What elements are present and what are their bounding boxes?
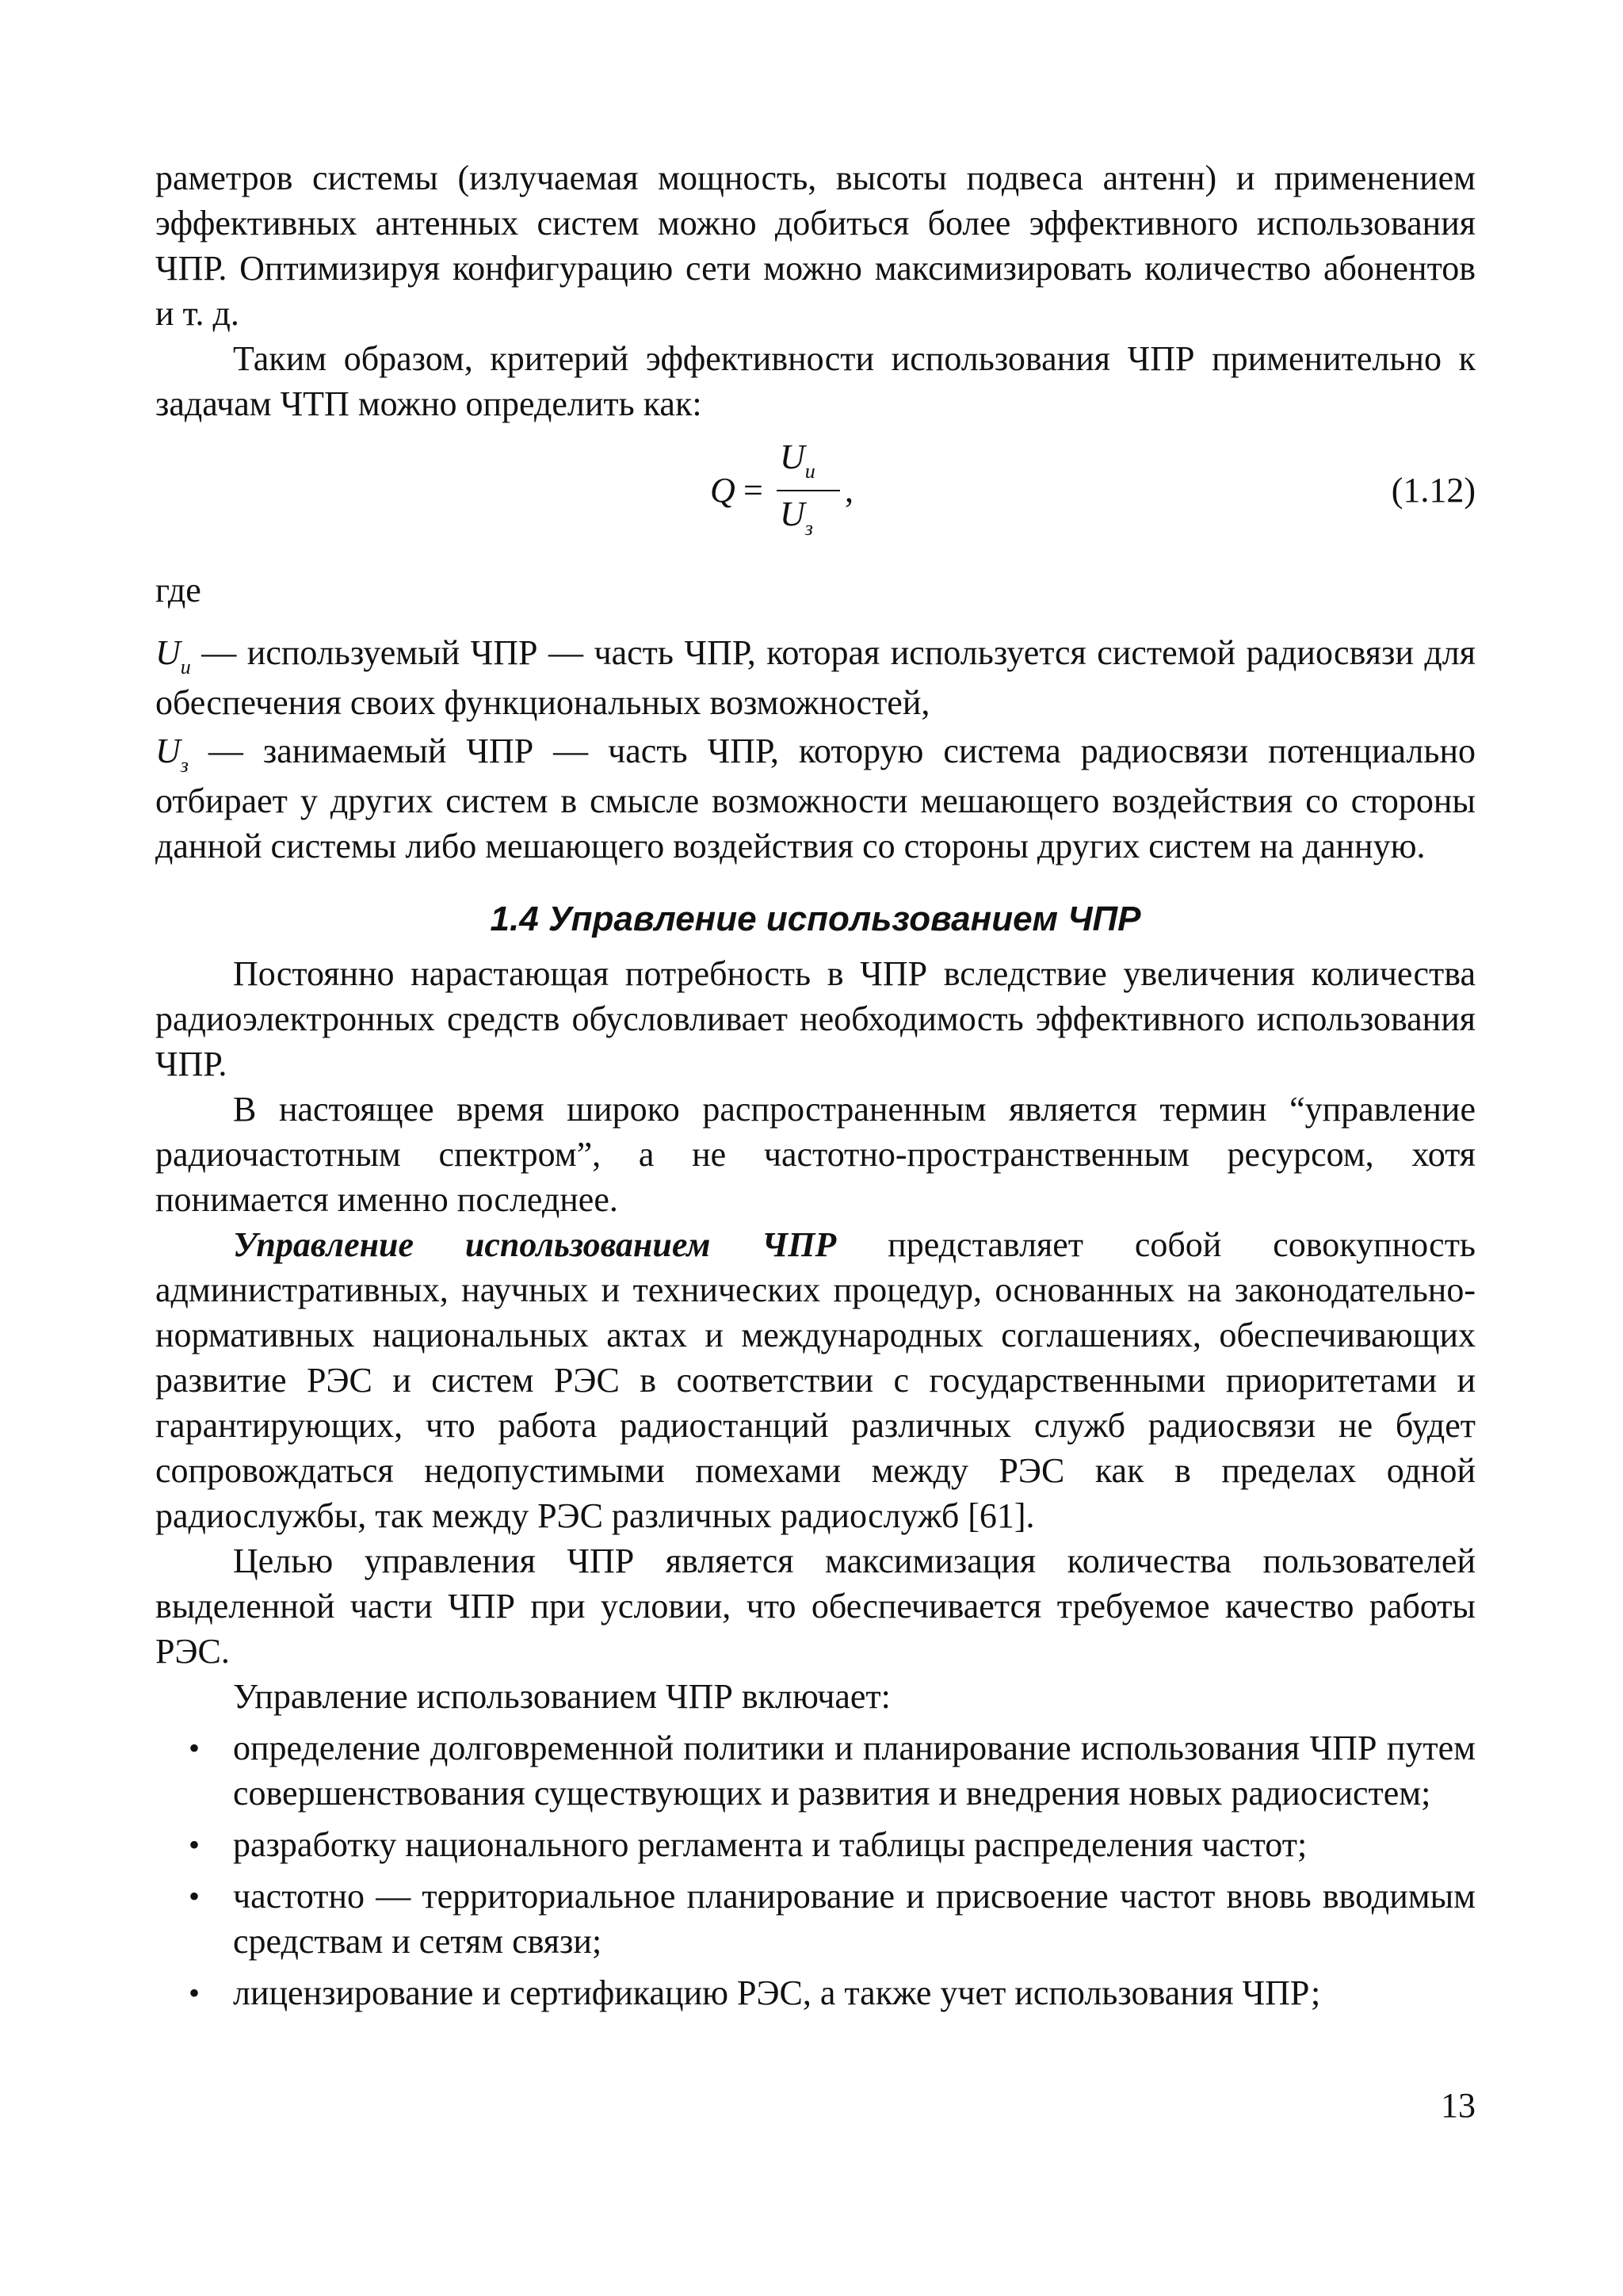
denominator-main: U [780,495,805,533]
paragraph-6: Целью управления ЧПР является максимизация количества пользователей выделенной части ЧПР при условии, что обеспечивается требуемое качество работы РЭС. [155,1541,1476,1671]
list-item-text: разработку национального регламента и таблицы распределения частот; [233,1825,1308,1864]
paragraph-5-rest: представляет собой совокупность административных, научных и технических процедур, основанных на законодательно-нормативных национальных актах и международных соглашениях, обеспечивающих развитие РЭС и систем РЭС в соответствии с государственными приоритетами и гарантирующих, что работа радиостанций различных служб радиосвязи не будет сопровождаться недопустимыми помехами между РЭС как в пределах одной радиослужбы, так между РЭС различных радиослужб [61]. [155,1225,1476,1535]
list-item [155,1874,1476,1964]
formula-equals: = [743,471,763,510]
list-item-text: частотно — территориальное планирование и присвоение частот вновь вводимым средствам и сетям связи; [233,1877,1476,1961]
bullet-icon: • [188,1878,200,1914]
paragraph-3: Постоянно нарастающая потребность в ЧПР вследствие увеличения количества радиоэлектронных средств обусловливает необходимость эффективного использования ЧПР. [155,954,1476,1083]
definition-1-symbol: U [155,633,181,672]
list-item [155,1725,1476,1816]
list-item [155,1970,1476,2015]
formula-row [155,434,1476,545]
formula-lhs: Q [710,471,735,510]
page-number: 13 [1441,2086,1476,2125]
definition-2-text: — занимаемый ЧПР — часть ЧПР, которую система радиосвязи потенциально отбирает у других систем в смысле возможности мешающего воздействия со стороны данной системы либо мешающего воздействия со стороны других систем на данную. [155,732,1476,865]
paragraph-5 [155,1222,1476,1538]
emphasis-term: Управление использованием ЧПР [233,1225,837,1264]
formula-1-12 [710,434,916,545]
numerator-main: U [780,437,805,476]
list-item-text: определение долговременной политики и планирование использования ЧПР путем совершенствования существующих и развития и внедрения новых радиосистем; [233,1729,1476,1813]
list-item-text: лицензирование и сертификацию РЭС, а также учет использования ЧПР; [233,1973,1321,2012]
denominator-subscript: з [804,517,813,540]
bullet-icon: • [188,1827,200,1862]
definition-occupied-spectrum [155,728,1476,869]
definition-used-spectrum [155,630,1476,725]
paragraph-7: Управление использованием ЧПР включает: [233,1677,891,1716]
list-item [155,1822,1476,1867]
formula-comma: , [845,471,854,510]
bullet-list [155,1725,1476,2015]
paragraph-4: В настоящее время широко распространенным является термин “управление радиочастотным спектром”, а не частотно-пространственным ресурсом, хотя понимается именно последнее. [155,1090,1476,1219]
equation-number: (1.12) [1391,471,1476,510]
formula-numerator [780,434,815,484]
formula-denominator [780,491,813,541]
where-label: где [155,571,201,609]
numerator-subscript: и [804,460,815,483]
document-page [155,155,1476,2015]
definition-2-symbol: U [155,732,181,770]
definition-1-subscript: и [180,655,191,678]
definition-1-text: — используемый ЧПР — часть ЧПР, которая используется системой радиосвязи для обеспечения своих функциональных возможностей, [155,633,1476,722]
paragraph-2: Таким образом, критерий эффективности использования ЧПР применительно к задачам ЧТП можно определить как: [155,339,1476,423]
definition-2-subscript: з [180,754,189,777]
bullet-icon: • [188,1730,200,1766]
section-heading: 1.4 Управление использованием ЧПР [490,900,1141,938]
bullet-icon: • [188,1975,200,2011]
paragraph-1: раметров системы (излучаемая мощность, высоты подвеса антенн) и применением эффективных антенных систем можно добиться более эффективного использования ЧПР. Оптимизируя конфигурацию сети можно максимизировать количество абонентов и т. д. [155,159,1476,333]
